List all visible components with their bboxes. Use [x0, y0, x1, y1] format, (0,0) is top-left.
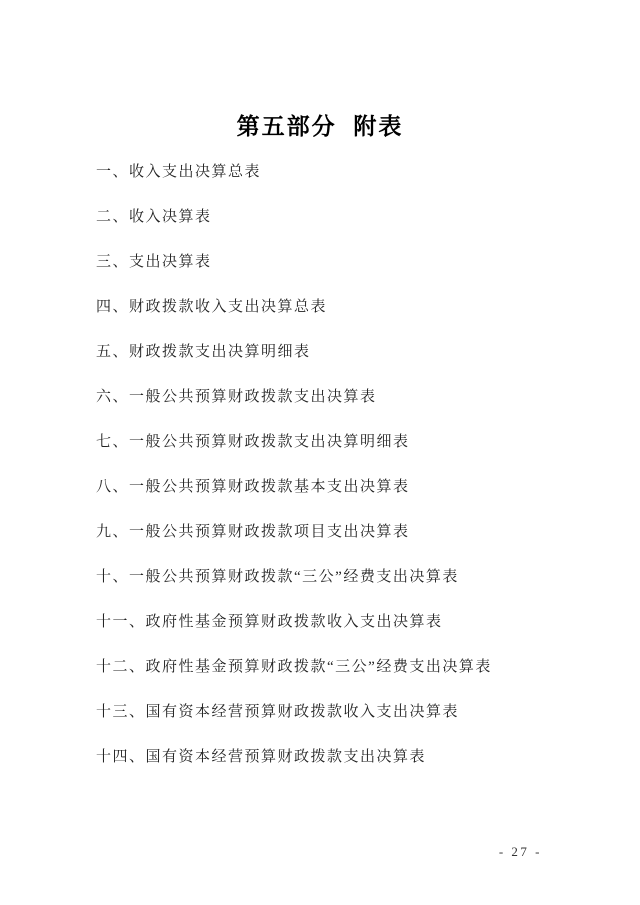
toc-item: 十四、国有资本经营预算财政拨款支出决算表 — [96, 749, 427, 765]
page-title: 第五部分 附表 — [236, 113, 404, 139]
toc-list — [96, 162, 492, 792]
toc-item: 十二、政府性基金预算财政拨款“三公”经费支出决算表 — [96, 659, 492, 675]
toc-item: 八、一般公共预算财政拨款基本支出决算表 — [96, 479, 410, 495]
toc-item: 六、一般公共预算财政拨款支出决算表 — [96, 389, 377, 405]
toc-item: 二、收入决算表 — [96, 209, 212, 225]
toc-item: 三、支出决算表 — [96, 254, 212, 270]
toc-item: 一、收入支出决算总表 — [96, 164, 262, 180]
toc-item: 十一、政府性基金预算财政拨款收入支出决算表 — [96, 614, 443, 630]
toc-item: 九、一般公共预算财政拨款项目支出决算表 — [96, 524, 410, 540]
page-number: - 27 - — [498, 844, 542, 859]
toc-item: 四、财政拨款收入支出决算总表 — [96, 299, 328, 315]
toc-item: 五、财政拨款支出决算明细表 — [96, 344, 311, 360]
toc-item: 七、一般公共预算财政拨款支出决算明细表 — [96, 434, 410, 450]
toc-item: 十、一般公共预算财政拨款“三公”经费支出决算表 — [96, 569, 459, 585]
toc-item: 十三、国有资本经营预算财政拨款收入支出决算表 — [96, 704, 460, 720]
